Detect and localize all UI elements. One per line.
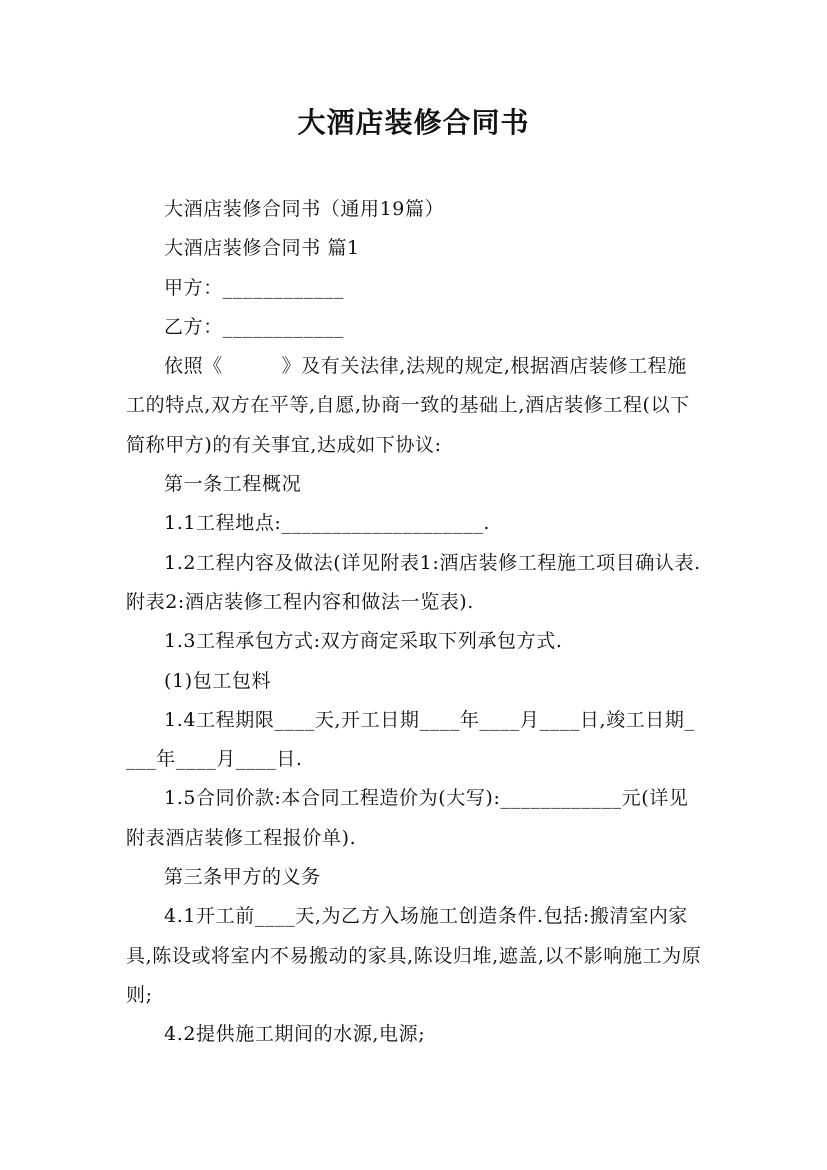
paragraph-article-1-heading: 第一条工程概况 [164,473,302,496]
paragraph-1-3-contract-mode: 1.3工程承包方式:双方商定采取下列承包方式. [164,630,563,653]
paragraph-preamble: 依照《 》及有关法律,法规的规定,根据酒店装修工程施工的特点,双方在平等,自愿,协商一致的基础上,酒店装修工程(以下简称甲方)的有关事宜,达成如下协议: [126,355,690,456]
paragraph-1-2-content: 1.2工程内容及做法(详见附表1:酒店装修工程施工项目确认表.附表2:酒店装修工程内容和做法一览表). [126,551,701,613]
paragraph-party-a: 甲方：____________ [164,276,345,299]
paragraph-4-1-preparation: 4.1开工前____天,为乙方入场施工创造条件.包括:搬清室内家具,陈设或将室内不易搬动的家具,陈设归堆,遮盖,以不影响施工为原则; [126,905,702,1006]
paragraph-party-b: 乙方：____________ [164,315,345,338]
document-title: 大酒店装修合同书 [297,106,530,139]
paragraph-subtitle: 大酒店装修合同书（通用19篇） [164,198,445,220]
paragraph-1-5-price: 1.5合同价款:本合同工程造价为(大写):____________元(详见附表酒店装修工程报价单). [126,787,689,849]
paragraph-4-2-utilities: 4.2提供施工期间的水源,电源; [164,1023,426,1046]
paragraph-part-heading: 大酒店装修合同书 篇1 [164,237,360,260]
paragraph-1-3-option-1: (1)包工包料 [164,669,272,692]
document-body [126,190,702,1055]
paragraph-1-4-period: 1.4工程期限____天,开工日期____年____月____日,竣工日期____年____月____日. [126,708,695,771]
paragraph-1-1-location: 1.1工程地点:____________________. [164,512,491,535]
paragraph-article-3-heading: 第三条甲方的义务 [164,866,321,889]
